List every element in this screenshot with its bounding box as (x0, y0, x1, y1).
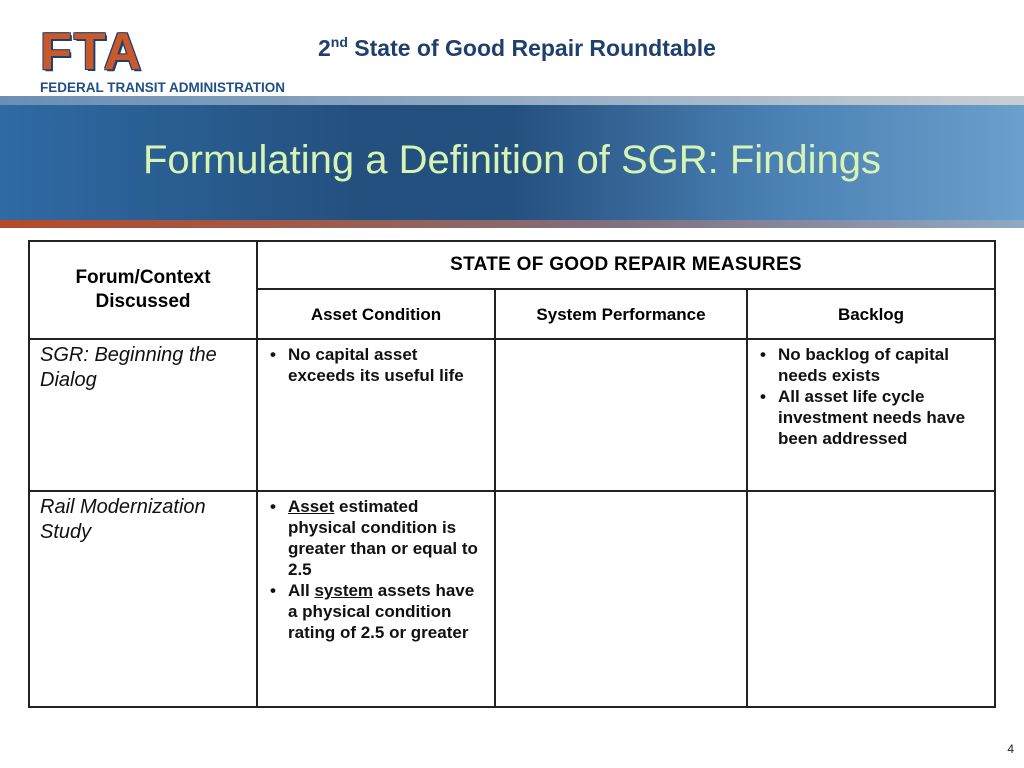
table-row (29, 339, 995, 491)
column-header-asset-condition: Asset Condition (257, 289, 495, 339)
underlined-term: Asset (288, 497, 335, 516)
asset-condition-cell (257, 491, 495, 707)
header-title-sup: nd (330, 34, 348, 50)
header-title (318, 34, 716, 62)
fta-logo-mark: FTA (40, 23, 144, 81)
findings-table (28, 240, 996, 708)
forum-header: Forum/Context Discussed (29, 241, 257, 339)
bullet-lead: All (288, 581, 315, 600)
backlog-cell (747, 491, 995, 707)
system-performance-cell (495, 491, 747, 707)
bullet-item: • No capital asset exceeds its useful life (270, 344, 488, 386)
bullet-list (258, 492, 494, 643)
forum-cell: Rail Modernization Study (29, 491, 257, 707)
column-header-system-performance: System Performance (495, 289, 747, 339)
bullet-list (258, 340, 494, 386)
asset-condition-cell (257, 339, 495, 491)
fta-logo-subtitle: FEDERAL TRANSIT ADMINISTRATION (40, 80, 285, 95)
bullet-text: assets have a physical condition rating of 2.5 or greater (288, 581, 475, 642)
bullet-item (270, 580, 488, 643)
forum-cell: SGR: Beginning the Dialog (29, 339, 257, 491)
bullet-item (270, 496, 488, 580)
bullet-item: • All asset life cycle investment needs have been addressed (760, 386, 988, 449)
table-row (29, 491, 995, 707)
backlog-cell (747, 339, 995, 491)
page-number: 4 (1007, 742, 1014, 756)
system-performance-cell (495, 339, 747, 491)
bullet-text: estimated physical condition is greater than or equal to 2.5 (288, 497, 478, 579)
bullet-list (748, 340, 994, 449)
column-header-backlog: Backlog (747, 289, 995, 339)
header-title-text: State of Good Repair Roundtable (347, 35, 716, 61)
measures-header: STATE OF GOOD REPAIR MEASURES (257, 241, 995, 289)
underlined-term: system (314, 581, 374, 600)
title-band-top-stripe (0, 96, 1024, 105)
header-title-prefix: 2 (318, 35, 331, 61)
bullet-item: • No backlog of capital needs exists (760, 344, 988, 386)
slide-title: Formulating a Definition of SGR: Findings (142, 138, 882, 182)
title-band-bottom-stripe (0, 220, 1024, 228)
